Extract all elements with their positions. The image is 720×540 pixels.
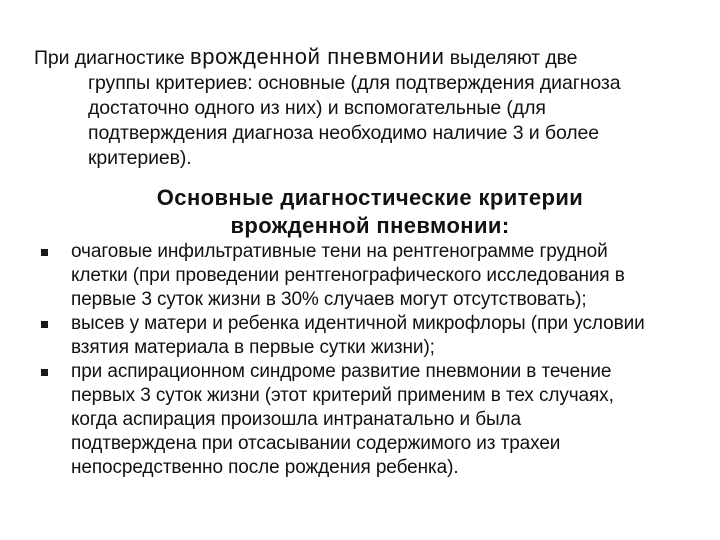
square-bullet-icon [41,249,48,256]
criteria-item [40,240,700,312]
section-heading-line: врожденной пневмонии: [230,213,510,238]
criteria-item-line: первых 3 суток жизни (этот критерий применим в тех случаях, [71,385,614,406]
criteria-item-line: очаговые инфильтративные тени на рентгенограмме грудной [71,241,608,262]
criteria-item-line: непосредственно после рождения ребенка). [71,457,459,478]
intro-line: группы критериев: основные (для подтверждения диагноза [88,72,621,94]
criteria-item-line: высев у матери и ребенка идентичной микрофлоры (при условии [71,313,645,334]
criteria-item-line: когда аспирация произошла интранатально и была [71,409,521,430]
intro-emphasis: врожденной пневмонии [190,44,445,69]
criteria-list [40,240,700,480]
criteria-item [40,312,700,360]
criteria-item-line: взятия материала в первые сутки жизни); [71,337,435,358]
criteria-item-line: клетки (при проведении рентгенографического исследования в [71,265,625,286]
section-heading [0,184,720,240]
intro-line: достаточно одного из них) и вспомогательные (для [88,97,546,119]
intro-paragraph [34,44,674,171]
intro-line: критериев). [88,147,192,169]
criteria-item-line: первые 3 суток жизни в 30% случаев могут отсутствовать); [71,289,587,310]
section-heading-line: Основные диагностические критерии [156,185,584,210]
square-bullet-icon [41,321,48,328]
intro-prefix: При диагностике [34,47,190,69]
criteria-item [40,360,700,480]
criteria-item-line: при аспирационном синдроме развитие пневмонии в течение [71,361,612,382]
square-bullet-icon [41,369,48,376]
intro-line: подтверждения диагноза необходимо наличие 3 и более [88,122,600,144]
criteria-item-line: подтверждена при отсасывании содержимого из трахеи [71,433,561,454]
intro-line1-rest: выделяют две [444,47,578,69]
